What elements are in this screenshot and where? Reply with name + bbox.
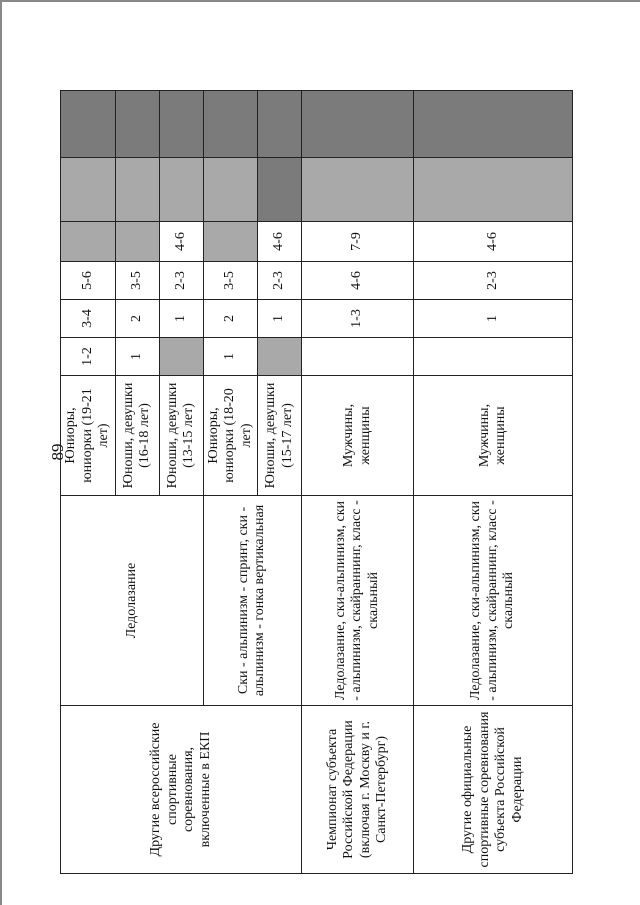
place-cell	[258, 338, 302, 376]
scan-gray-cell	[414, 158, 573, 222]
table-row	[302, 91, 414, 874]
place-cell: 1	[115, 338, 159, 376]
scan-gray-cell	[115, 158, 159, 222]
age-group-cell: Юниоры, юниорки (19-21 лет)	[61, 376, 116, 496]
place-cell	[302, 338, 414, 376]
scan-gray-cell	[258, 91, 302, 158]
table-row	[414, 91, 573, 874]
scan-gray-cell	[203, 158, 258, 222]
place-cell: 5-6	[61, 262, 116, 300]
ranking-table	[60, 90, 573, 874]
place-cell: 3-5	[203, 262, 258, 300]
scan-gray-cell	[159, 91, 203, 158]
age-group-cell: Юниоры, юниорки (18-20 лет)	[203, 376, 258, 496]
scan-gray-cell	[414, 91, 573, 158]
scan-gray-cell	[258, 158, 302, 222]
scan-gray-cell	[61, 222, 116, 262]
scan-edge-top	[0, 0, 640, 2]
age-group-cell: Юноши, девушки (16-18 лет)	[115, 376, 159, 496]
discipline-cell: Ски - альпинизм - спринт, ски - альпинизм - гонка вертикальная	[203, 496, 302, 706]
scan-gray-cell	[203, 91, 258, 158]
place-cell: 3-5	[115, 262, 159, 300]
event-category-cell: Другие всероссийские спортивные соревнования, включенные в ЕКП	[61, 706, 302, 874]
place-cell	[414, 338, 573, 376]
scan-gray-cell	[61, 91, 116, 158]
place-cell: 4-6	[258, 222, 302, 262]
place-cell: 2-3	[258, 262, 302, 300]
scan-edge-left	[0, 0, 2, 905]
place-cell: 2	[115, 300, 159, 338]
place-cell: 4-6	[159, 222, 203, 262]
discipline-cell: Ледолазание, ски-альпинизм, ски - альпинизм, скайраннинг, класс - скальный	[414, 496, 573, 706]
place-cell: 7-9	[302, 222, 414, 262]
place-cell: 2-3	[414, 262, 573, 300]
place-cell: 3-4	[61, 300, 116, 338]
place-cell: 2	[203, 300, 258, 338]
event-category-cell: Другие официальные спортивные соревнования субъекта Российской Федерации	[414, 706, 573, 874]
scan-gray-cell	[302, 91, 414, 158]
place-cell: 1-2	[61, 338, 116, 376]
age-group-cell: Мужчины, женщины	[414, 376, 573, 496]
age-group-cell: Мужчины, женщины	[302, 376, 414, 496]
place-cell: 1-3	[302, 300, 414, 338]
table-row	[61, 91, 116, 874]
scan-gray-cell	[115, 222, 159, 262]
discipline-cell: Ледолазание, ски-альпинизм, ски - альпинизм, скайраннинг, класс - скальный	[302, 496, 414, 706]
place-cell: 1	[203, 338, 258, 376]
discipline-cell: Ледолазание	[61, 496, 204, 706]
scan-gray-cell	[302, 158, 414, 222]
place-cell: 4-6	[302, 262, 414, 300]
place-cell	[159, 338, 203, 376]
page-number: 89	[48, 443, 67, 461]
scan-gray-cell	[159, 158, 203, 222]
place-cell: 2-3	[159, 262, 203, 300]
place-cell: 4-6	[414, 222, 573, 262]
scan-gray-cell	[115, 91, 159, 158]
scan-gray-cell	[203, 222, 258, 262]
place-cell: 1	[414, 300, 573, 338]
age-group-cell: Юноши, девушки (15-17 лет)	[258, 376, 302, 496]
age-group-cell: Юноши, девушки (13-15 лет)	[159, 376, 203, 496]
place-cell: 1	[159, 300, 203, 338]
scan-gray-cell	[61, 158, 116, 222]
event-category-cell: Чемпионат субъекта Российской Федерации (включая г. Москву и г. Санкт-Петербург)	[302, 706, 414, 874]
rotated-table-wrapper	[60, 91, 551, 874]
place-cell: 1	[258, 300, 302, 338]
